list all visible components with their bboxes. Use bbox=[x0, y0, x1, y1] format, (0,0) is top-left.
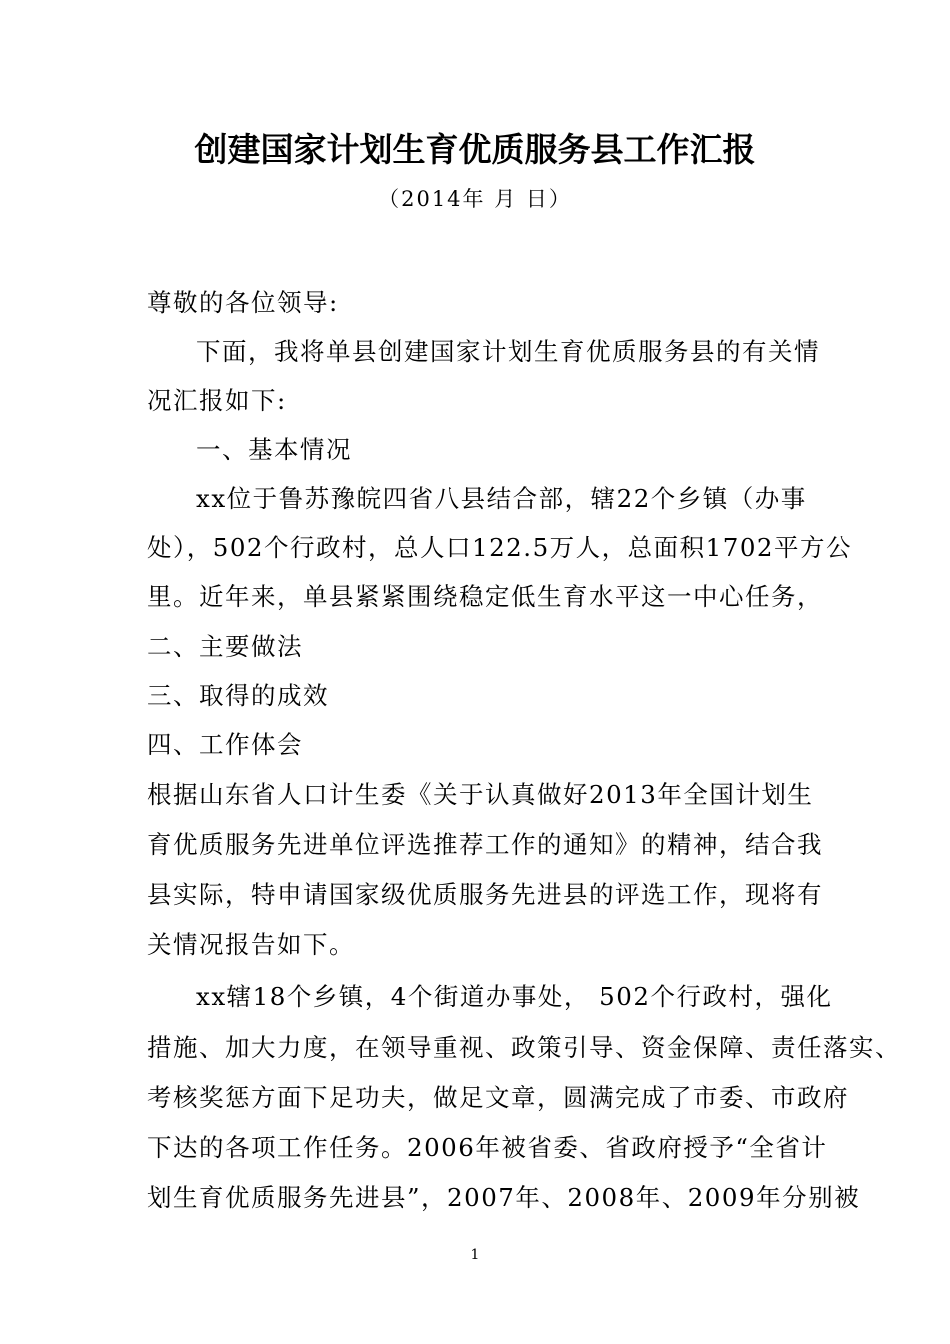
paragraph-line: 况汇报如下: bbox=[147, 386, 287, 415]
paragraph-line: 根据山东省人口计生委《关于认真做好2013年全国计划生 bbox=[147, 780, 814, 809]
document-date: （2014年 月 日） bbox=[378, 187, 572, 211]
paragraph-line: 二、主要做法 bbox=[147, 632, 303, 661]
paragraph-line: 划生育优质服务先进县”，2007年、2008年、2009年分别被 bbox=[147, 1183, 861, 1212]
paragraph-line: xx辖18个乡镇，4个街道办事处， 502个行政村，强化 bbox=[196, 982, 833, 1011]
paragraph-line: 下面，我将单县创建国家计划生育优质服务县的有关情 bbox=[196, 337, 820, 366]
paragraph-line: 三、取得的成效 bbox=[147, 681, 329, 710]
document-title: 创建国家计划生育优质服务县工作汇报 bbox=[194, 130, 756, 169]
paragraph-line: 四、工作体会 bbox=[147, 730, 303, 759]
paragraph-line: 措施、加大力度，在领导重视、政策引导、资金保障、责任落实、 bbox=[147, 1033, 901, 1062]
paragraph-line: 下达的各项工作任务。2006年被省委、省政府授予“全省计 bbox=[147, 1133, 828, 1162]
paragraph-line: 育优质服务先进单位评选推荐工作的通知》的精神，结合我 bbox=[147, 830, 823, 859]
paragraph-line: 考核奖惩方面下足功夫，做足文章，圆满完成了市委、市政府 bbox=[147, 1083, 849, 1112]
paragraph-line: 处），502个行政村，总人口122.5万人，总面积1702平方公 bbox=[147, 533, 852, 562]
paragraph-line: xx位于鲁苏豫皖四省八县结合部，辖22个乡镇（办事 bbox=[196, 484, 807, 513]
page-number: 1 bbox=[470, 1247, 480, 1263]
paragraph-line: 关情况报告如下。 bbox=[147, 930, 355, 959]
paragraph-line: 一、基本情况 bbox=[196, 435, 352, 464]
paragraph-line: 里。近年来，单县紧紧围绕稳定低生育水平这一中心任务， bbox=[147, 582, 823, 611]
paragraph-line: 尊敬的各位领导: bbox=[147, 288, 339, 317]
paragraph-line: 县实际，特申请国家级优质服务先进县的评选工作，现将有 bbox=[147, 880, 823, 909]
